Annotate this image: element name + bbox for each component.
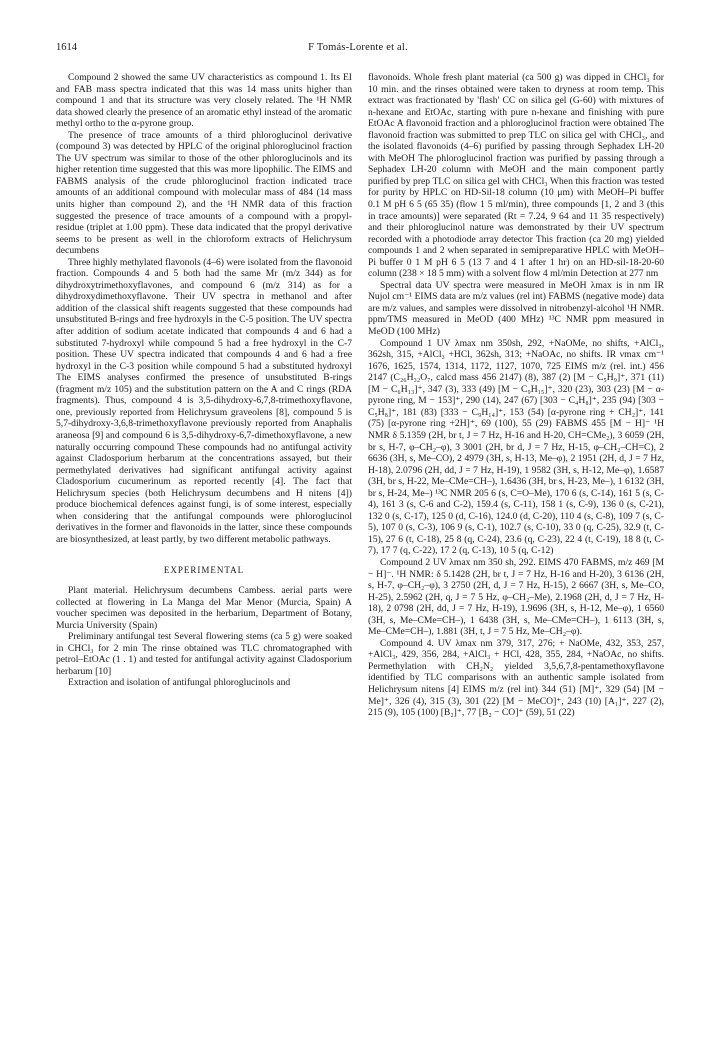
right-column — [368, 72, 664, 719]
page-header — [56, 42, 660, 60]
paragraph-antifungal-test: Preliminary antifungal test Several flowering stems (ca 5 g) were soaked in CHCl₃ for 2 min The rinse obtained was TLC chromatographed with petrol–EtOAc (1 . 1) and tested for antifungal activity against Cladosporium herbarum [10] — [56, 631, 352, 677]
paragraph-spectral-data: Spectral data UV spectra were measured in MeOH λmax is in nm IR Nujol cm⁻¹ EIMS data are m/z values (rel int) FABMS (negative mode) data are m/z values, and samples were dissolved in nitrobenzyl-alcohol ¹H NMR. ppm/TMS measured in MeOD (400 MHz) ¹³C NMR ppm measured in MeOD (100 MHz) — [368, 279, 664, 338]
paragraph-compound-1-data: Compound 1 UV λmax nm 350sh, 292, +NaOMe, no shifts, +AlCl₃, 362sh, 315, +AlCl₃ +HCl, 362sh, 313; +NaOAc, no shifts. IR νmax cm⁻¹ 1676, 1625, 1574, 1314, 1172, 1127, 1070, 725 EIMS m/z (rel. int.) 456 2147 (C₂₆H₃₂O₇, calcd mass 456 2147) (8), 387 (2) [M − C₅H₉]⁺, 371 (11) [M − C₆H₁₃]⁺, 347 (3), 333 (49) [M − C₉H₁₅]⁺, 320 (23), 303 (23) [M − α-pyrone ring, M − 153]⁺, 290 (14), 247 (67) [303 − C₄H₈]⁺, 235 (94) [303 − C₅H₈]⁺, 181 (83) [333 − C₉H₁₄]⁺, 153 (54) [α-pyrone ring + CH₂]⁺, 141 (75) [α-pyrone ring +2H]⁺, 69 (100), 55 (29) FABMS 455 [M − H]⁻ ¹H NMR δ 5.1359 (2H, br t, J = 7 Hz, H-16 and H-20, CH=CMe₂), 3 6059 (2H, br s, H-7, φ–CH₂–φ), 3 3001 (2H, br d, J = 7 Hz, H-15, φ–CH₂–CH=C), 2 6636 (3H, s, Me–CO), 2 4979 (3H, s, H-13, Me–φ), 2 1951 (2H, d, J = 7 Hz, H-18), 2.0796 (2H, dd, J = 7 Hz, H-19), 1 9582 (3H, s, H-12, Me–φ), 1.6587 (3H, br s, H-22, Me–CMe=CH–), 1.6436 (3H, br s, H-23, Me–), 1 6132 (3H, br s, H-24, Me–) ¹³C NMR 205 6 (s, C=O–Me), 170 6 (s, C-14), 161 5 (s, C-4), 161 3 (s, C-6 and C-2), 159.4 (s, C-11), 158 1 (s, C-9), 136 0 (s, C-21), 132 0 (s, C-17), 125 0 (d, C-16), 124.0 (d, C-20), 110 4 (s, C-8), 109 7 (s, C-5), 107 0 (s, C-3), 106 9 (s, C-1), 102.7 (s, C-10), 33 0 (q, C-25), 32.9 (t, C-15), 27 6 (t, C-18), 25 8 (q, C-24), 23.6 (q, C-23), 22 4 (t, C-19), 18 8 (t, C-7), 17 7 (q, C-22), 17 2 (q, C-13), 10 5 (q, C-12) — [368, 337, 664, 557]
section-heading-experimental: EXPERIMENTAL — [163, 565, 245, 576]
running-title: F Tomás-Lorente et al. — [308, 42, 408, 53]
paragraph-compound-2-data: Compound 2 UV λmax nm 350 sh, 292. EIMS 470 FABMS, m/z 469 [M − H]⁻. ¹H NMR: δ 5.1428 (2H, br t, J = 7 Hz, H-16 and H-20), 3 6136 (2H, s, H-7, φ–CH₂–φ), 3 2750 (2H, d, J = 7 Hz, H-15), 2 6667 (3H, s, Me–CO, H-25), 2.5962 (2H, q, J = 7 5 Hz, φ–CH₂–Me), 2.1968 (2H, d, J = 7 Hz, H-18), 2 0798 (2H, dd, J = 7 Hz, H-19), 1.9696 (3H, s, H-12, Me–φ), 1 6560 (3H, s, Me–CMe=CH–), 1 6438 (3H, s, Me–CMe=CH–), 1 6113 (3H, s, Me–CMe=CH–), 1.881 (3H, t, J = 7 5 Hz, Me–CH₂–φ). — [368, 556, 664, 638]
page-number: 1614 — [56, 42, 77, 53]
paragraph-compound-3: The presence of trace amounts of a third phloroglucinol derivative (compound 3) was detected by HPLC of the original phloroglucinol fraction The UV spectrum was similar to those of the other phloroglucinols and its higher retention time suggested that this was more lipophilic. The EIMS and FABMS analysis of the crude phloroglucinol fraction indicated trace amounts of an additional compound with molecular mass of 484 (14 mass units higher than compound 2), and the ¹H NMR data of this fraction suggested the presence of trace amounts of a compound with a propyl-residue (triplet at 1.00 ppm). These data indicated that the propyl derivative seems to be present as well in the chloroform extracts of Helichrysum decumbens — [56, 129, 352, 257]
paragraph-plant-material: Plant material. Helichrysum decumbens Cambess. aerial parts were collected at flowering in La Manga del Mar Menor (Murcia, Spain) A voucher specimen was deposited in the herbarium, Department of Botany, Murcia University (Spain) — [56, 584, 352, 631]
paragraph-compound-2: Compound 2 showed the same UV characteristics as compound 1. Its EI and FAB mass spectra indicated that this was 14 mass units higher than compound 1 and that its structure was very closely related. The ¹H NMR data showed clearly the presence of an aromatic ethyl instead of the aromatic methyl ortho to the α-pyrone group. — [56, 72, 352, 130]
paragraph-extraction-continued: flavonoids. Whole fresh plant material (ca 500 g) was dipped in CHCl₃ for 10 min. and the rinses obtained were taken to dryness at room temp. This extract was fractionated by 'flash' CC on silica gel (G-60) with mixtures of n-hexane and EtOAc, starting with pure n-hexane and finishing with pure EtOAc A flavonoid fraction and a phloroglucinol fraction were obtained The flavonoid fraction was submitted to prep TLC on silica gel with CHCl₃, and the isolated flavonoids (4–6) purified by passing through Sephadex LH-20 with MeOH The phloroglucinol fraction was purified by passing through a Sephadex LH-20 column with MeOH and the main component partly purified by prep TLC on silica gel with CHCl₃ When this fraction was tested for purity by HPLC on HD-Sil-18 column (10 μm) with MeOH–Pi buffer 0.1 M pH 6 5 (65 35) (flow 1 5 ml/min), three compounds [1, 2 and 3 (this in trace amounts)] were separated (Rt = 7.24, 9 64 and 11 35 respectively) and their phloroglucinol nature was demonstrated by their UV spectrum recorded with a photodiode array detector This fraction (ca 20 mg) yielded compounds 1 and 2 when separated in semipreparative HPLC with MeOH–Pi buffer 0 1 M pH 6 5 (13 7 and 4 1 after 1 hr) on an HD-sil-18-20-60 column (238 × 18 5 mm) with a solvent flow 4 ml/min Detection at 277 nm — [368, 72, 664, 280]
left-column — [56, 72, 352, 689]
paragraph-compound-4-data: Compound 4. UV λmax nm 379, 317, 276; + NaOMe, 432, 353, 257, +AlCl₃, 429, 356, 284, +AlCl₃ + HCl, 428, 355, 284, +NaOAc, no shifts. Permethylation with CH₂N₂ yielded 3,5,6,7,8-pentamethoxyflavone identified by TLC comparisons with an authentic sample isolated from Helichrysum nitens [4] EIMS m/z (rel int) 344 (51) [M]⁺, 329 (54) [M − Me]⁺, 326 (4), 315 (3), 301 (22) [M − MeCO]⁺, 243 (10) [A₁]⁺, 227 (2), 215 (9), 105 (100) [B₂]⁺, 77 [B₂ − CO]⁺ (59), 51 (22) — [368, 637, 664, 719]
paragraph-extraction: Extraction and isolation of antifungal phloroglucinols and — [68, 677, 291, 689]
paragraph-flavonols: Three highly methylated flavonols (4–6) were isolated from the flavonoid fraction. Compounds 4 and 5 both had the same Mr (m/z 344) as for dihydroxytrimethoxyflavones, and compound 6 (m/z 314) as for a dihydroxydimethoxyflavone. Their UV spectra in methanol and after addition of the classical shift reagents suggested that these compounds had unsubstituted B-rings and free hydroxyls in the C-5 position. The UV spectra after addition of sodium acetate indicated that compounds 4 and 6 had a substituted 7-hydroxyl while compound 5 had a free hydroxyl in the C-7 position. These UV spectra indicated that compounds 4 and 6 had a free hydroxyl in the C-3 position while compound 5 had a substituted hydroxyl The EIMS analyses confirmed the presence of unsubstituted B-rings (fragment m/z 105) and the substitution pattern on the A and C rings (RDA fragments). Thus, compound 4 is 3,5-dihydroxy-6,7,8-trimethoxyflavone, one, previously reported from Helichrysum graveolens [8], compound 5 is 5,7-dihydroxy-3,6,8-trimethoxyflavone previously reported from Anaphalis araneosa [9] and compound 6 is 3,5-dihydroxy-6,7-dimethoxyflavone, a new naturally occurring compound These compounds had no antifungal activity against Cladosporium herbarum at the concentrations assayed, but their permethylated derivatives had significant antifungal activity against Cladosporium cucumerinum as reported recently [4]. The fact that Helichrysum species (both Helichrysum decumbens and H nitens [4]) produce biochemical defences against fungi, is of some interest, especially when considering that the antifungal compounds were phloroglucinol derivatives in the former and flavonoids in the latter, since these compounds are biosynthesized, at least partly, by two different metabolic pathways. — [56, 256, 352, 545]
